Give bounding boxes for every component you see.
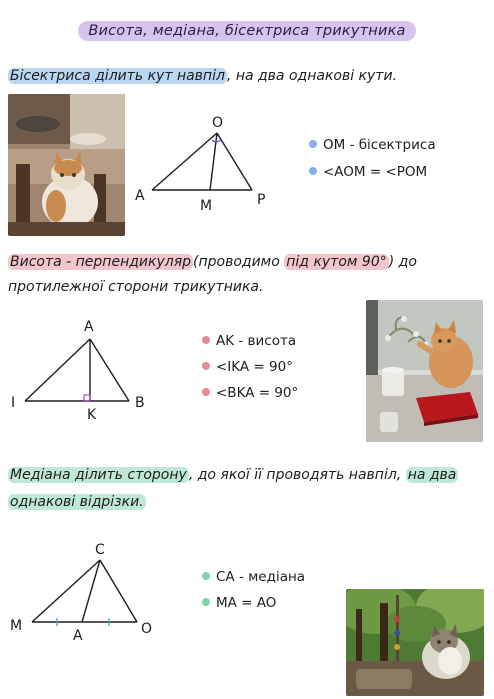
cat-flowers-illustration <box>366 300 483 442</box>
median-bullet-2: MA = AO <box>202 594 276 612</box>
cat-chair-illustration <box>8 94 125 236</box>
bisector-rule <box>8 66 397 86</box>
cat-photo-garden <box>346 589 484 696</box>
label-i: I <box>11 395 16 411</box>
bisector-triangle-diagram <box>128 110 278 215</box>
bullet-dot <box>202 598 210 606</box>
angle-mark <box>212 139 222 142</box>
label-o: O <box>212 115 224 131</box>
bullet-dot <box>202 362 210 370</box>
right-angle-mark <box>84 395 90 401</box>
label-a: A <box>84 319 94 335</box>
height-bullet-2: <IKA = 90° <box>202 358 293 376</box>
median-rule-highlight-1: Медіана ділить сторону <box>10 467 187 483</box>
bullet-dot <box>309 167 317 175</box>
height-rule-line-1: Висота - перпендикуляр (проводимо під кутом 90° ) до <box>10 254 417 270</box>
bisector-bullet-1: OM - бісектриса <box>309 136 436 154</box>
label-m: M <box>10 618 23 634</box>
bisector-triangle <box>152 133 252 190</box>
height-rule-highlight-2: під кутом 90° <box>286 254 387 270</box>
title-wrapper <box>0 20 494 41</box>
median-rule-line-2 <box>8 492 146 512</box>
bullet-dot <box>202 572 210 580</box>
label-p: P <box>257 192 266 208</box>
bisector-rule-highlight: Бісектриса ділить кут навпіл <box>10 68 225 84</box>
height-bullet-3: <BKA = 90° <box>202 384 298 402</box>
label-c: C <box>95 542 105 558</box>
height-bullet-1: AK - висота <box>202 332 296 350</box>
height-triangle-diagram <box>5 315 165 425</box>
median-rule-highlight-3: однакові відрізки. <box>10 494 144 510</box>
label-b: B <box>135 395 145 411</box>
height-rule-line-2: протилежної сторони трикутника. <box>8 279 264 295</box>
label-m: M <box>200 198 213 214</box>
median-line-ca <box>82 560 100 622</box>
bullet-dot <box>202 336 210 344</box>
label-k: K <box>87 407 97 423</box>
page-title: Висота, медіана, бісектриса трикутника <box>78 21 415 41</box>
median-rule-highlight-2: на два <box>407 467 457 483</box>
cat-photo-flowers <box>366 300 483 442</box>
height-triangle <box>25 339 129 401</box>
median-triangle-diagram <box>5 538 165 648</box>
label-a: A <box>73 628 83 644</box>
bullet-dot <box>202 388 210 396</box>
label-o: O <box>141 621 153 637</box>
cat-garden-illustration <box>346 589 484 696</box>
bisector-rule-rest: , на два однакові кути. <box>226 68 397 84</box>
bisector-bullet-2: <AOM = <POM <box>309 163 427 181</box>
median-rule-line-1: Медіана ділить сторону , до якої її проводять навпіл, на два <box>10 467 457 483</box>
cat-photo-chair <box>8 94 125 236</box>
label-a: A <box>135 188 145 204</box>
bullet-dot <box>309 140 317 148</box>
height-rule-highlight-1: Висота - перпендикуляр <box>10 254 192 270</box>
median-bullet-1: CA - медіана <box>202 568 305 586</box>
